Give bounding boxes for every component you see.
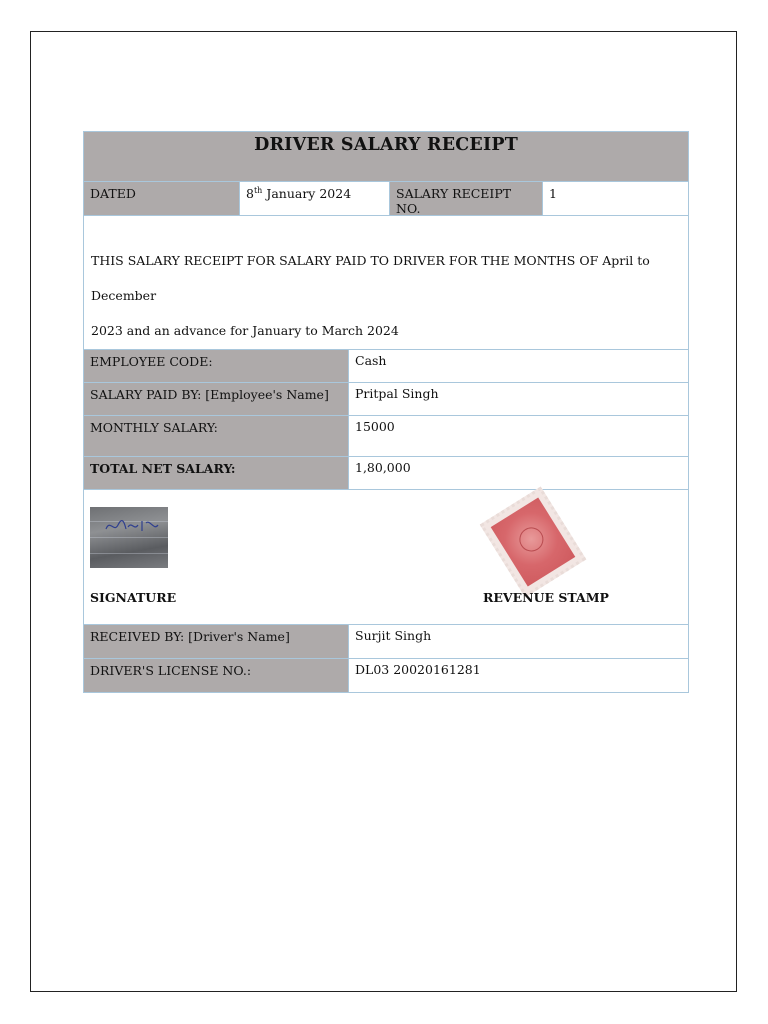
signature-image [90,507,168,568]
license-label: DRIVER'S LICENSE NO.: [84,659,349,692]
license-value: DL03 20020161281 [355,662,481,677]
employee-code-value: Cash [355,353,387,368]
monthly-salary-label: MONTHLY SALARY: [84,416,349,456]
receipt-no-value: 1 [549,186,557,201]
license-row [84,658,688,692]
signature-scrawl-icon [104,515,160,537]
monthly-salary-row [84,415,688,456]
received-by-value: Surjit Singh [355,628,432,643]
date-month-year: January 2024 [266,186,352,201]
dated-row [84,181,688,215]
received-by-label: RECEIVED BY: [Driver's Name] [84,625,349,658]
date-day-suffix: th [253,186,263,195]
total-net-salary-value: 1,80,000 [355,460,411,475]
revenue-stamp-label: REVENUE STAMP [483,590,609,605]
paid-by-label: SALARY PAID BY: [Employee's Name] [84,383,349,415]
salary-receipt-table [83,131,689,693]
signature-label: SIGNATURE [90,590,177,605]
dated-value [240,182,390,215]
monthly-salary-value: 15000 [355,419,395,434]
description-line-1: THIS SALARY RECEIPT FOR SALARY PAID TO DRIVER FOR THE MONTHS OF April to December [91,253,650,303]
revenue-stamp-image [480,486,587,597]
dated-label: DATED [84,182,240,215]
title-row [84,132,688,181]
received-by-row [84,624,688,658]
signature-row [84,489,688,624]
date-day: 8 [246,186,254,201]
paid-by-value: Pritpal Singh [355,386,439,401]
employee-code-label: EMPLOYEE CODE: [84,350,349,382]
receipt-title: DRIVER SALARY RECEIPT [254,135,518,155]
description-line-2: 2023 and an advance for January to March 2024 [91,323,399,338]
total-net-salary-label: TOTAL NET SALARY: [84,457,349,489]
description-row [84,215,688,349]
employee-code-row [84,349,688,382]
description-text [84,216,688,349]
paid-by-row [84,382,688,415]
receipt-no-label: SALARY RECEIPT NO. [390,182,543,215]
total-net-salary-row [84,456,688,489]
